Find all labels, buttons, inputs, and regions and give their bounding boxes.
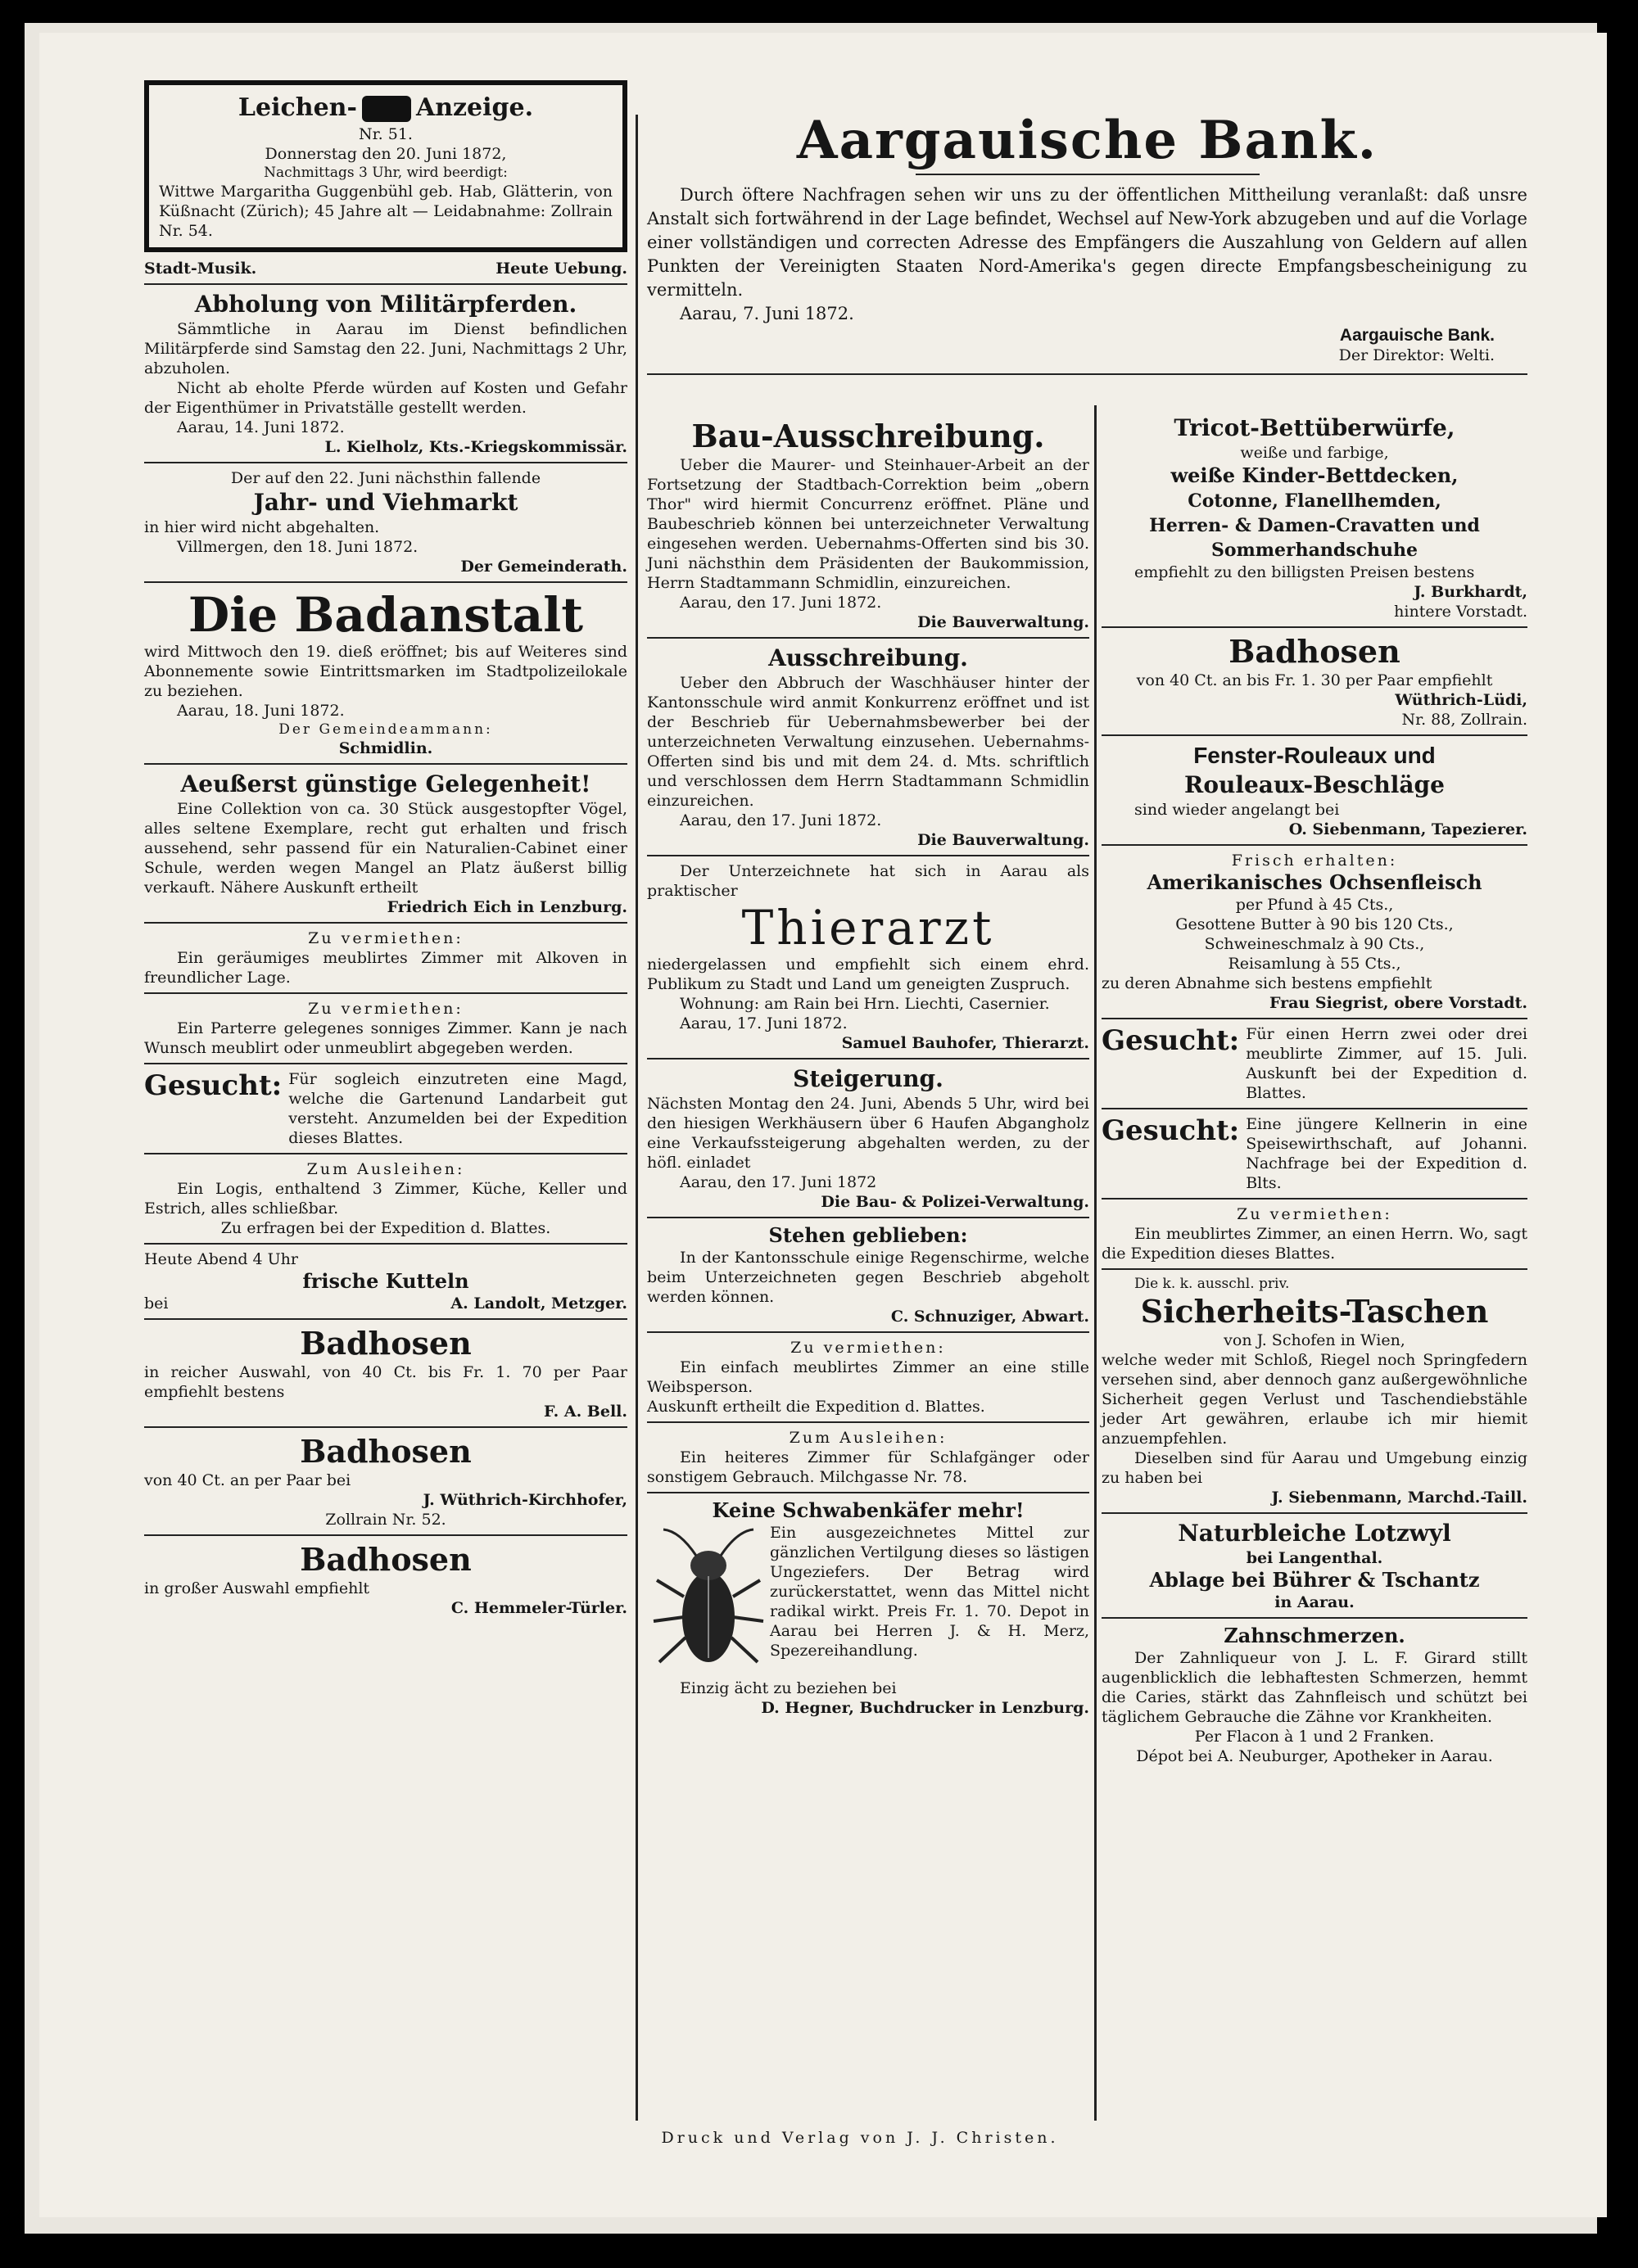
verm1-text: Ein geräumiges meublirtes Zimmer mit Alkoven in freundlicher Lage. bbox=[144, 949, 627, 987]
verm-c2-head: Zu vermiethen: bbox=[790, 1339, 946, 1357]
thierarzt-title: Thierarzt bbox=[741, 900, 995, 956]
badhosen-2-addr: Zollrain Nr. 52. bbox=[325, 1511, 446, 1529]
divider bbox=[1102, 1617, 1527, 1619]
gesucht-c3-2-text: Eine jüngere Kellnerin in eine Speisewirthschaft, auf Johanni. Nachfrage bei der Expedition d. Blts. bbox=[1246, 1115, 1527, 1192]
verm-c2-line: Auskunft ertheilt die Expedition d. Blattes. bbox=[647, 1398, 985, 1416]
funeral-seal-icon bbox=[362, 96, 411, 122]
divider bbox=[647, 373, 1527, 375]
gesucht-ad bbox=[144, 1069, 627, 1148]
funeral-text: Wittwe Margaritha Guggenbühl geb. Hab, Glätterin, von Küßnacht (Zürich); 45 Jahre alt — Leidabnahme: Zollrain Nr. 54. bbox=[159, 183, 613, 240]
markt-title: Jahr- und Viehmarkt bbox=[253, 489, 518, 516]
verm-c2-text: Ein einfach meublirtes Zimmer an eine stille Weibsperson. bbox=[647, 1358, 1089, 1396]
frisch-sign: Frau Siegrist, obere Vorstadt. bbox=[1269, 994, 1527, 1012]
badhosen-c3-text: von 40 Ct. an bis Fr. 1. 30 per Paar empfiehlt bbox=[1136, 671, 1493, 689]
ausleihen-ad bbox=[144, 1159, 627, 1238]
sicherheit-text-2: Dieselben sind für Aarau und Umgebung einzig zu haben bei bbox=[1102, 1449, 1527, 1487]
divider bbox=[1102, 844, 1527, 846]
divider bbox=[647, 1058, 1089, 1059]
gelegenheit-sign: Friedrich Eich in Lenzburg. bbox=[387, 898, 627, 916]
gesucht-c3-1-ad bbox=[1102, 1024, 1527, 1103]
sicherheit-by: von J. Schofen in Wien, bbox=[1224, 1331, 1405, 1349]
divider bbox=[1102, 1108, 1527, 1109]
badanstalt-sign: Schmidlin. bbox=[338, 739, 433, 757]
kaefer-sign: D. Hegner, Buchdrucker in Lenzburg. bbox=[761, 1699, 1089, 1717]
kaefer-text: Ein ausgezeichnetes Mittel zur gänzlichen Vertilgung dieses so lästigen Ungeziefers. Der Betrag wird zurückerstattet, wenn das Mittel nicht radikal wirkt. Preis Fr. 1. 70. Depot in Aarau bei Herren J. & H. Merz, Spezereihandlung. bbox=[770, 1524, 1089, 1660]
badhosen-c3-addr: Nr. 88, Zollrain. bbox=[1401, 711, 1527, 729]
stadtmusik-right: Heute Uebung. bbox=[495, 260, 627, 278]
gesucht-c3-1-text: Für einen Herrn zwei oder drei meublirte Zimmer, auf 15. Juli. Auskunft bei der Expedition d. Blattes. bbox=[1246, 1025, 1527, 1102]
ausl-c2-ad bbox=[647, 1428, 1089, 1487]
ausleihen-line: Zu erfragen bei der Expedition d. Blattes. bbox=[220, 1219, 551, 1237]
gesucht-c3-1-big: Gesucht: bbox=[1102, 1024, 1240, 1057]
bau-date: Aarau, den 17. Juni 1872. bbox=[680, 594, 882, 612]
steigerung-ad bbox=[647, 1064, 1089, 1212]
stadtmusik-left: Stadt-Musik. bbox=[144, 260, 257, 278]
verm1-ad bbox=[144, 928, 627, 987]
divider bbox=[1102, 1268, 1527, 1270]
funeral-number: Nr. 51. bbox=[359, 125, 413, 143]
gesucht-c3-2-big: Gesucht: bbox=[1102, 1114, 1240, 1147]
divider bbox=[1102, 734, 1527, 736]
divider bbox=[1102, 1018, 1527, 1019]
badhosen-1-sign: F. A. Bell. bbox=[544, 1403, 627, 1421]
steigerung-title: Steigerung. bbox=[793, 1065, 943, 1092]
kutteln-title: frische Kutteln bbox=[302, 1269, 469, 1293]
verm-c3-ad bbox=[1102, 1204, 1527, 1263]
stehen-sign: C. Schnuziger, Abwart. bbox=[890, 1308, 1089, 1326]
tricot-line-4: Sommerhandschuhe bbox=[1210, 540, 1419, 561]
verm1-head: Zu vermiethen: bbox=[308, 929, 464, 947]
militaer-title: Abholung von Militärpferden. bbox=[194, 291, 577, 318]
gesucht-text: Für sogleich einzutreten eine Magd, welche die Gartenund Landarbeit gut versteht. Anzumelden bei der Expedition dieses Blattes. bbox=[288, 1070, 627, 1147]
divider bbox=[647, 1331, 1089, 1333]
divider bbox=[144, 1153, 627, 1154]
badhosen-1-title: Badhosen bbox=[300, 1325, 472, 1362]
militaer-text-2: Nicht ab eholte Pferde würden auf Kosten und Gefahr der Eigenthümer in Privatställe gestellt werden. bbox=[144, 379, 627, 417]
frisch-title: Amerikanisches Ochsenfleisch bbox=[1147, 870, 1482, 894]
divider bbox=[647, 1421, 1089, 1423]
column-3 bbox=[1102, 413, 1527, 1766]
bank-director: Der Direktor: Welti. bbox=[1338, 346, 1495, 364]
divider bbox=[647, 855, 1089, 856]
militaer-text: Sämmtliche in Aarau im Dienst befindlichen Militärpferde sind Samstag den 22. Juni, Nachmittags 2 Uhr, abzuholen. bbox=[144, 320, 627, 377]
funeral-time: Nachmittags 3 Uhr, wird beerdigt: bbox=[264, 165, 508, 181]
kutteln-pre: bei bbox=[144, 1294, 169, 1312]
funeral-notice bbox=[144, 80, 627, 252]
badhosen-2-sign: J. Wüthrich-Kirchhofer, bbox=[423, 1491, 627, 1509]
bank-title: Aargauische Bank. bbox=[796, 110, 1378, 171]
tricot-text: empfiehlt zu den billigsten Preisen bestens bbox=[1134, 563, 1475, 581]
sicherheit-text: welche weder mit Schloß, Riegel noch Springfedern versehen sind, aber dennoch ganz außergewöhnliche Sicherheit gegen Verlust und Taschendiebstähle jeder Art gewähren, erlaube ich mir hiemit anzuempfehlen. bbox=[1102, 1351, 1527, 1448]
ausschreibung-ad bbox=[647, 644, 1089, 850]
gelegenheit-text: Eine Collektion von ca. 30 Stück ausgestopfter Vögel, alles seltene Exemplare, recht gut erhalten und frisch aussehend, sehr passend für ein Naturalien-Cabinet einer Schule, werden wegen Mangel an Platz äußerst billig verkauft. Nähere Auskunft ertheilt bbox=[144, 800, 627, 897]
stadtmusik bbox=[144, 259, 627, 278]
divider bbox=[1102, 1198, 1527, 1200]
column-divider-right bbox=[1094, 405, 1097, 2121]
funeral-title-left: Leichen- bbox=[238, 93, 357, 122]
steigerung-text: Nächsten Montag den 24. Juni, Abends 5 Uhr, wird bei den hiesigen Werkhäusern über 6 Haufen Abgangholz eine Verkaufssteigerung abgehalten werden, zu der höfl. einladet bbox=[647, 1095, 1089, 1172]
gesucht-c3-2-ad bbox=[1102, 1114, 1527, 1193]
divider bbox=[144, 922, 627, 924]
ausschreibung-text: Ueber den Abbruch der Waschhäuser hinter der Kantonsschule wird anmit Konkurrenz eröffnet und ist der Beschrieb für Uebernahmsbewerber bei der unterzeichneten Verwaltung einzusehen. Uebernahms-Offerten sind bis und mit dem 24. d. Mts. schriftlich und verschlossen dem Herrn Stadtammann Schmidlin einzureichen. bbox=[647, 674, 1089, 810]
badanstalt-title: Die Badanstalt bbox=[188, 587, 584, 643]
zahn-price: Per Flacon à 1 und 2 Franken. bbox=[1194, 1728, 1435, 1746]
badhosen-1-ad bbox=[144, 1325, 627, 1421]
divider bbox=[647, 1492, 1089, 1493]
tricot-ad bbox=[1102, 413, 1527, 621]
thierarzt-text-1: Der Unterzeichnete hat sich in Aarau als praktischer bbox=[647, 862, 1089, 900]
badanstalt-ad bbox=[144, 588, 627, 758]
divider bbox=[647, 1217, 1089, 1218]
verm2-ad bbox=[144, 999, 627, 1058]
badhosen-2-title: Badhosen bbox=[300, 1433, 472, 1470]
gelegenheit-ad bbox=[144, 770, 627, 917]
divider bbox=[144, 1426, 627, 1428]
column-divider-left bbox=[636, 115, 638, 2121]
badhosen-3-text: in großer Auswahl empfiehlt bbox=[144, 1579, 370, 1597]
fenster-ad bbox=[1102, 741, 1527, 839]
badhosen-3-ad bbox=[144, 1541, 627, 1618]
sicherheit-title: Sicherheits-Taschen bbox=[1140, 1293, 1489, 1330]
tricot-addr: hintere Vorstadt. bbox=[1394, 603, 1527, 621]
stehen-title: Stehen geblieben: bbox=[768, 1223, 968, 1247]
frisch-text: zu deren Abnahme sich bestens empfiehlt bbox=[1102, 974, 1432, 992]
frisch-line-1: per Pfund à 45 Cts., bbox=[1235, 896, 1394, 914]
frisch-line-4: Reisamlung à 55 Cts., bbox=[1228, 955, 1401, 973]
kaefer-title: Keine Schwabenkäfer mehr! bbox=[712, 1498, 1025, 1522]
bank-notice bbox=[647, 108, 1527, 380]
badhosen-2-text: von 40 Ct. an per Paar bei bbox=[144, 1471, 351, 1489]
kutteln-line: Heute Abend 4 Uhr bbox=[144, 1250, 298, 1268]
badhosen-c3-sign: Wüthrich-Lüdi, bbox=[1395, 691, 1527, 709]
fenster-text: sind wieder angelangt bei bbox=[1134, 801, 1340, 819]
bank-date: Aarau, 7. Juni 1872. bbox=[680, 304, 854, 323]
gelegenheit-title: Aeußerst günstige Gelegenheit! bbox=[180, 770, 591, 797]
militaer-sign: L. Kielholz, Kts.-Kriegskommissär. bbox=[324, 438, 627, 456]
funeral-title-right: Anzeige. bbox=[415, 93, 534, 122]
kaefer-ad bbox=[647, 1498, 1089, 1718]
column-1 bbox=[144, 80, 627, 1618]
frisch-line-3: Schweineschmalz à 90 Cts., bbox=[1204, 935, 1425, 953]
badhosen-c3-ad bbox=[1102, 633, 1527, 730]
thierarzt-date: Aarau, 17. Juni 1872. bbox=[680, 1014, 848, 1032]
sicherheit-ad bbox=[1102, 1275, 1527, 1507]
badhosen-3-title: Badhosen bbox=[300, 1541, 472, 1578]
bau-ad bbox=[647, 418, 1089, 632]
zahn-title: Zahnschmerzen. bbox=[1224, 1624, 1405, 1647]
divider bbox=[144, 283, 627, 285]
badhosen-2-ad bbox=[144, 1433, 627, 1529]
verm2-text: Ein Parterre gelegenes sonniges Zimmer. Kann je nach Wunsch meublirt oder unmeublirt abgegeben werden. bbox=[144, 1019, 627, 1057]
fenster-title-1: Fenster-Rouleaux und bbox=[1193, 743, 1436, 768]
divider bbox=[144, 1318, 627, 1320]
tricot-line-2: Cotonne, Flanellhemden, bbox=[1188, 490, 1441, 512]
divider bbox=[144, 1243, 627, 1245]
thierarzt-sign: Samuel Bauhofer, Thierarzt. bbox=[841, 1034, 1089, 1052]
fenster-sign: O. Siebenmann, Tapezierer. bbox=[1288, 820, 1527, 838]
cockroach-icon bbox=[647, 1523, 770, 1678]
frisch-line-2: Gesottene Butter à 90 bis 120 Cts., bbox=[1175, 915, 1454, 933]
bank-text: Durch öftere Nachfragen sehen wir uns zu der öffentlichen Mittheilung veranlaßt: daß unsre Anstalt sich fortwährend in der Lage befindet, Wechsel auf New-York abzugeben und auf die Vorlage einer vollständigen und correcten Adresse des Empfängers die Auszahlung von Geldern auf allen Punkten der Vereinigten Staaten Nord-Amerika's gegen directe Empfangsbescheinigung zu vermitteln. bbox=[647, 185, 1527, 300]
lotzwyl-line-1: bei Langenthal. bbox=[1246, 1549, 1383, 1567]
divider bbox=[1102, 626, 1527, 628]
divider bbox=[144, 581, 627, 583]
badhosen-3-sign: C. Hemmeler-Türler. bbox=[450, 1599, 627, 1617]
divider bbox=[144, 462, 627, 463]
kaefer-text-2: Einzig ächt zu beziehen bei bbox=[680, 1679, 897, 1697]
imprint-footer: Druck und Verlag von J. J. Christen. bbox=[661, 2129, 1059, 2147]
divider bbox=[144, 1063, 627, 1064]
tricot-line-3: Herren- & Damen-Cravatten und bbox=[1149, 515, 1480, 536]
divider bbox=[144, 992, 627, 994]
ausl-c2-head: Zum Ausleihen: bbox=[789, 1429, 948, 1447]
divider bbox=[144, 1534, 627, 1536]
ausschreibung-title: Ausschreibung. bbox=[768, 644, 968, 671]
lotzwyl-line-2: Ablage bei Bührer & Tschantz bbox=[1149, 1568, 1480, 1592]
tricot-title: Tricot-Bettüberwürfe, bbox=[1174, 414, 1455, 441]
stehen-ad bbox=[647, 1223, 1089, 1326]
sicherheit-sign: J. Siebenmann, Marchd.-Taill. bbox=[1271, 1489, 1527, 1507]
badhosen-1-text: in reicher Auswahl, von 40 Ct. bis Fr. 1. 70 per Paar empfiehlt bestens bbox=[144, 1363, 627, 1401]
bank-title-rule bbox=[916, 174, 1260, 175]
bau-sign: Die Bauverwaltung. bbox=[917, 613, 1089, 631]
bank-sign: Aargauische Bank. bbox=[1339, 326, 1495, 345]
stehen-text: In der Kantonsschule einige Regenschirme, welche beim Unterzeichneten gegen Beschrieb abgeholt werden können. bbox=[647, 1249, 1089, 1306]
steigerung-sign: Die Bau- & Polizei-Verwaltung. bbox=[821, 1193, 1089, 1211]
militaer-ad bbox=[144, 290, 627, 457]
divider bbox=[144, 763, 627, 765]
badhosen-c3-title: Badhosen bbox=[1228, 633, 1400, 670]
frisch-head: Frisch erhalten: bbox=[1231, 852, 1398, 870]
markt-line-1: Der auf den 22. Juni nächsthin fallende bbox=[230, 469, 541, 487]
tricot-sign: J. Burkhardt, bbox=[1414, 583, 1527, 601]
divider bbox=[1102, 1512, 1527, 1514]
ausleihen-text: Ein Logis, enthaltend 3 Zimmer, Küche, Keller und Estrich, alles schließbar. bbox=[144, 1180, 627, 1218]
tricot-sub: weiße und farbige, bbox=[1240, 444, 1389, 462]
ausschreibung-sign: Die Bauverwaltung. bbox=[917, 831, 1089, 849]
thierarzt-addr: Wohnung: am Rain bei Hrn. Liechti, Casernier. bbox=[680, 995, 1050, 1013]
markt-ad bbox=[144, 468, 627, 576]
badanstalt-date: Aarau, 18. Juni 1872. bbox=[177, 702, 345, 720]
thierarzt-text-2: niedergelassen und empfiehlt sich einem ehrd. Publikum zu Stadt und Land um geneigten Zuspruch. bbox=[647, 956, 1089, 993]
lotzwyl-ad bbox=[1102, 1519, 1527, 1612]
militaer-date: Aarau, 14. Juni 1872. bbox=[177, 418, 345, 436]
markt-date: Villmergen, den 18. Juni 1872. bbox=[177, 538, 419, 556]
zahn-depot: Dépot bei A. Neuburger, Apotheker in Aarau. bbox=[1136, 1747, 1493, 1765]
thierarzt-ad bbox=[647, 861, 1089, 1053]
verm-c3-head: Zu vermiethen: bbox=[1237, 1205, 1392, 1223]
tricot-line-1: weiße Kinder-Bettdecken, bbox=[1170, 463, 1459, 487]
sicherheit-line: Die k. k. ausschl. priv. bbox=[1134, 1276, 1290, 1292]
verm-c3-text: Ein meublirtes Zimmer, an einen Herrn. Wo, sagt die Expedition dieses Blattes. bbox=[1102, 1225, 1527, 1263]
markt-sign: Der Gemeinderath. bbox=[460, 558, 627, 576]
fenster-title-2: Rouleaux-Beschläge bbox=[1184, 771, 1445, 798]
ausleihen-head: Zum Ausleihen: bbox=[306, 1160, 465, 1178]
kutteln-sign: A. Landolt, Metzger. bbox=[450, 1294, 627, 1312]
zahn-ad bbox=[1102, 1624, 1527, 1766]
kutteln-ad bbox=[144, 1249, 627, 1313]
zahn-text: Der Zahnliqueur von J. L. F. Girard stillt augenblicklich die lebhaftesten Schmerzen, hemmt die Caries, stärkt das Zahnfleisch und schützt bei täglichem Gebrauche die Zähne vor Krankheiten. bbox=[1102, 1649, 1527, 1726]
verm2-head: Zu vermiethen: bbox=[308, 1000, 464, 1018]
verm-c2-ad bbox=[647, 1338, 1089, 1416]
markt-line-2: in hier wird nicht abgehalten. bbox=[144, 518, 380, 536]
ausschreibung-date: Aarau, den 17. Juni 1872. bbox=[680, 811, 882, 829]
steigerung-date: Aarau, den 17. Juni 1872 bbox=[680, 1173, 877, 1191]
frisch-ad bbox=[1102, 851, 1527, 1013]
lotzwyl-title: Naturbleiche Lotzwyl bbox=[1178, 1520, 1451, 1547]
ausl-c2-text: Ein heiteres Zimmer für Schlafgänger oder sonstigem Gebrauch. Milchgasse Nr. 78. bbox=[647, 1448, 1089, 1486]
gesucht-big: Gesucht: bbox=[144, 1069, 283, 1102]
bau-title: Bau-Ausschreibung. bbox=[691, 418, 1045, 454]
column-2 bbox=[647, 418, 1089, 1718]
lotzwyl-line-3: in Aarau. bbox=[1274, 1593, 1355, 1611]
bau-text: Ueber die Maurer- und Steinhauer-Arbeit an der Fortsetzung der Stadtbach-Correktion beim „obern Thor" wird hiermit Concurrenz eröffnet. Pläne und Baubeschrieb können bei unterzeichneter Verwaltung eingesehen werden. Uebernahms-Offerten sind bis 30. Juni nächsthin dem Präsidenten der Baukommission, Herrn Stadtammann Schmidlin, einzureichen. bbox=[647, 456, 1089, 592]
funeral-date: Donnerstag den 20. Juni 1872, bbox=[265, 145, 507, 163]
badanstalt-text: wird Mittwoch den 19. dieß eröffnet; bis auf Weiteres sind Abonnemente sowie Eintrittsmarken im Stadtpolizeilokale zu beziehen. bbox=[144, 643, 627, 700]
badanstalt-line: Der Gemeindeammann: bbox=[278, 721, 493, 738]
divider bbox=[647, 637, 1089, 639]
